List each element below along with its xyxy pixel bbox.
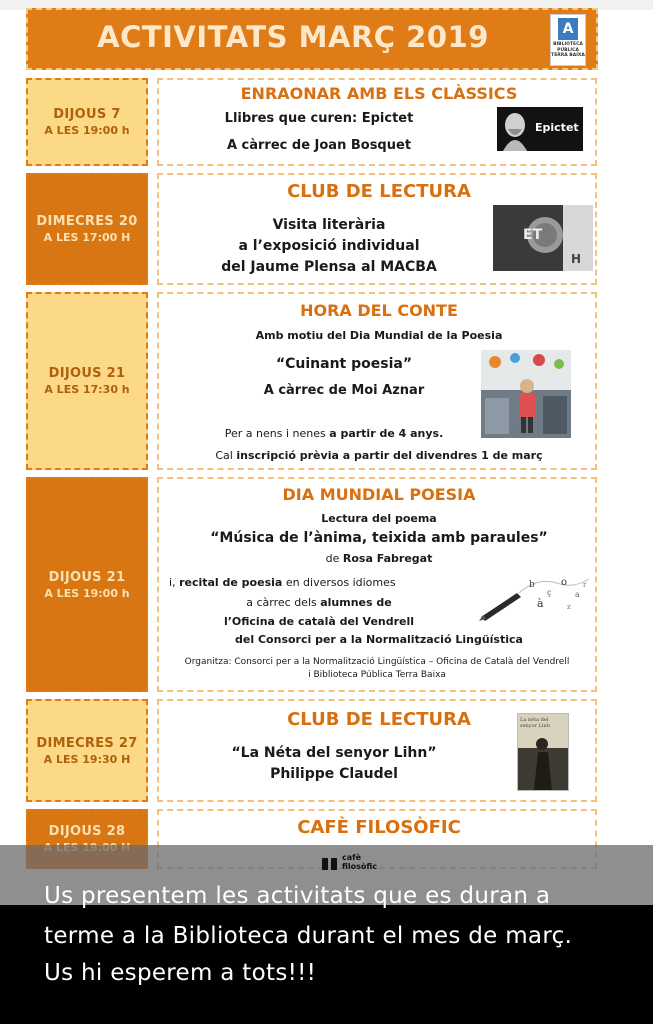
event-line: del Consorci per a la Normalització Lingüística (235, 633, 523, 646)
event-line: Visita literària (272, 217, 386, 233)
pen-icon (477, 573, 593, 623)
event-line: A càrrec de Moi Aznar (263, 383, 425, 398)
caption-line-1: Us presentem les activitats que es duran a (44, 883, 551, 909)
event-title: CLUB DE LECTURA (287, 181, 471, 202)
svg-text:b: b (529, 580, 535, 590)
event-line: de Rosa Fabregat (325, 552, 433, 565)
svg-text:o: o (561, 577, 568, 588)
event-day: DIMECRES 20 (36, 214, 138, 229)
event-day: DIJOUS 7 (53, 107, 121, 122)
event-day: DIMECRES 27 (36, 735, 138, 751)
event-title: HORA DEL CONTE (300, 301, 458, 320)
svg-text:H: H (571, 252, 582, 266)
event-time: A LES 19:00 h (44, 124, 130, 137)
event-title: DIA MUNDIAL POESIA (282, 485, 476, 504)
svg-text:à: à (537, 597, 544, 610)
event-line: i, recital de poesia en diversos idiomes (169, 576, 396, 589)
library-logo (550, 14, 586, 66)
epictet-label: Epictet (535, 121, 579, 134)
event-note: Per a nens i nenes a partir de 4 anys. (224, 427, 444, 440)
pen-letters-image (477, 573, 593, 623)
event-card-3 (157, 292, 597, 470)
epictet-image (497, 107, 583, 151)
book-cover (517, 713, 569, 791)
storyteller-icon (481, 350, 571, 438)
event-time: A LES 19:30 H (43, 752, 131, 766)
book-cover-title: La néta del senyor Linh (520, 717, 550, 729)
svg-text:a: a (575, 590, 580, 599)
event-day: DIJOUS 21 (48, 366, 126, 381)
event-card-1 (157, 78, 597, 166)
event-day: DIJOUS 21 (48, 569, 126, 585)
book-author-line: Philippe Claudel (270, 766, 398, 782)
cafe-filosofic-text: cafè filosòfic (342, 853, 378, 871)
event-date-4 (26, 477, 148, 692)
poster-title: ACTIVITATS MARÇ 2019 (97, 20, 489, 54)
event-line: Llibres que curen: Epictet (224, 111, 414, 126)
event-date-3 (26, 292, 148, 470)
plensa-exhibit-image (493, 205, 593, 271)
event-line: “Cuinant poesia” (275, 356, 413, 372)
event-line: Amb motiu del Dia Mundial de la Poesia (255, 329, 503, 342)
event-note: Cal inscripció prèvia a partir del divendres 1 de març (215, 449, 543, 462)
svg-text:ET: ET (523, 227, 543, 243)
event-title: ENRAONAR AMB ELS CLÀSSICS (240, 84, 518, 103)
event-time: A LES 17:30 h (44, 383, 130, 396)
event-title: CAFÈ FILOSÒFIC (297, 817, 461, 838)
event-line: Lectura del poema (321, 512, 437, 525)
event-title: CLUB DE LECTURA (287, 709, 471, 730)
event-date-5 (26, 699, 148, 802)
event-card-2 (157, 173, 597, 285)
caption-line-2: terme a la Biblioteca durant el mes de març. (44, 923, 573, 949)
event-card-4 (157, 477, 597, 692)
svg-text:r: r (583, 581, 587, 589)
event-date-1 (26, 78, 148, 166)
caption-line-3: Us hi esperem a tots!!! (44, 960, 317, 986)
quote-icon (322, 856, 338, 870)
event-day: DIJOUS 28 (48, 824, 126, 839)
sculpture-icon (493, 205, 593, 271)
library-logo-text: BIBLIOTECA PÚBLICA TERRA BAIXA (551, 42, 585, 58)
svg-text:z: z (567, 603, 571, 611)
event-date-2 (26, 173, 148, 285)
organizer-line: Organitza: Consorci per a la Normalització Lingüística – Oficina de Català del Vendrell (184, 657, 570, 667)
book-title-line: “La Néta del senyor Lihn” (231, 745, 437, 761)
poem-title: “Música de l’ànima, teixida amb paraules” (210, 530, 548, 546)
poster-header (26, 8, 598, 70)
event-line: a càrrec dels alumnes de (246, 596, 392, 609)
svg-text:ç: ç (547, 588, 552, 597)
event-line: l’Oficina de català del Vendrell (223, 615, 415, 628)
event-card-5 (157, 699, 597, 802)
event-time: A LES 19:00 h (44, 586, 130, 600)
storytime-photo (481, 350, 571, 438)
event-line: a l’exposició individual (238, 238, 420, 254)
event-time: A LES 17:00 H (43, 231, 131, 244)
event-line: del Jaume Plensa al MACBA (221, 259, 437, 275)
library-logo-mark: A (558, 18, 578, 40)
event-line: A càrrec de Joan Bosquet (226, 138, 412, 153)
organizer-line: i Biblioteca Pública Terra Baixa (308, 670, 446, 680)
